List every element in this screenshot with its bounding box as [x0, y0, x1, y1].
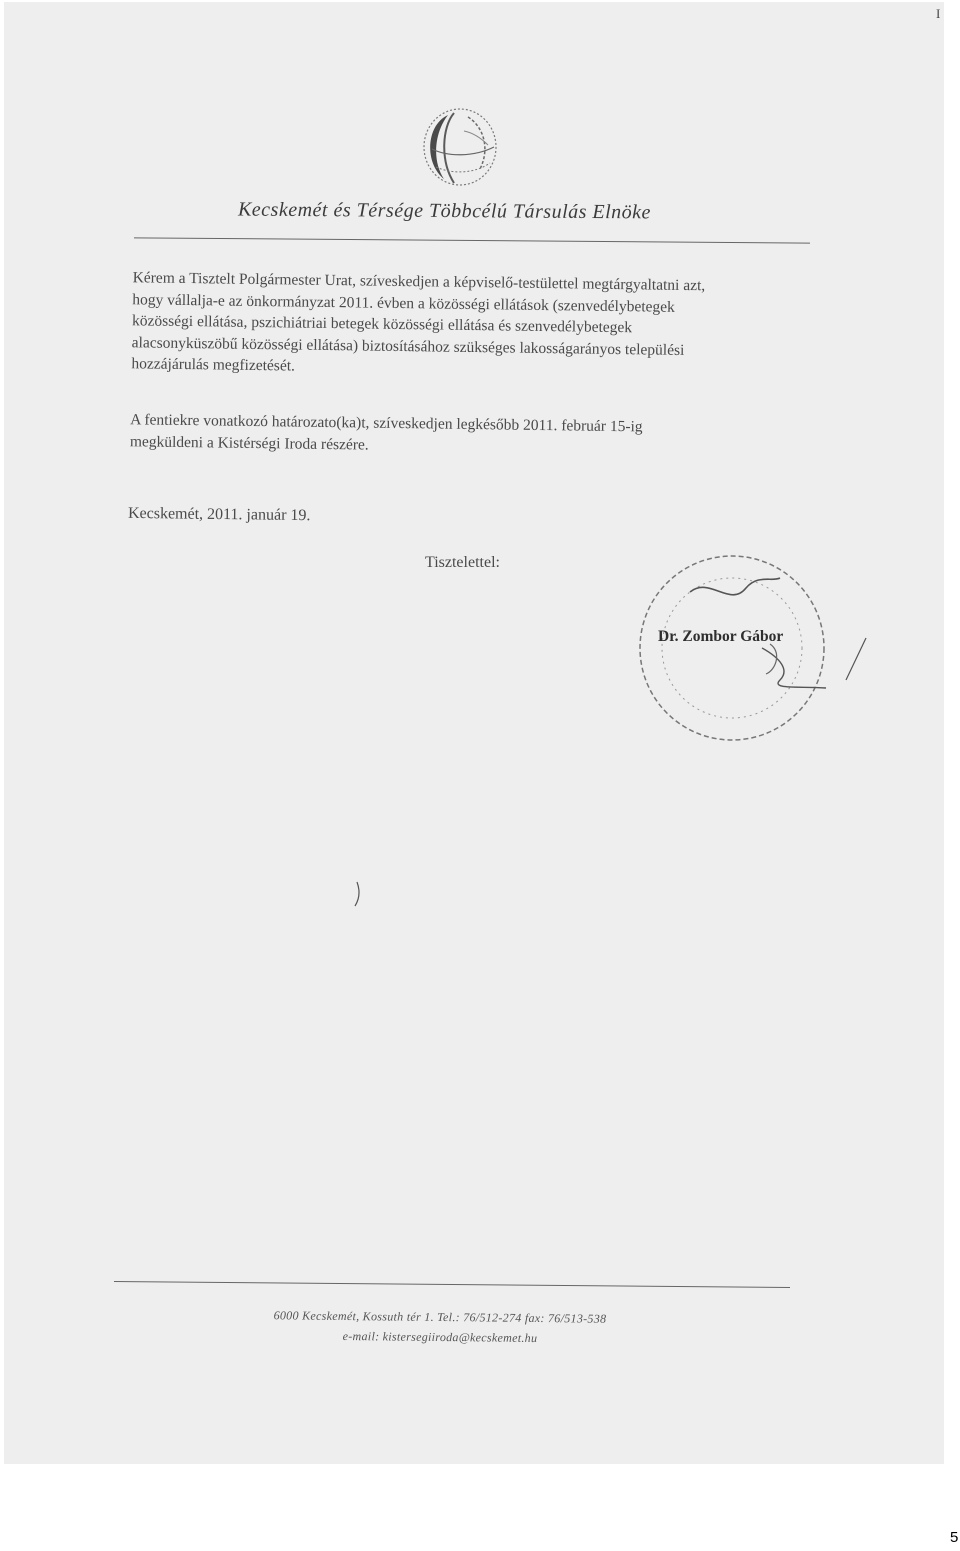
- corner-mark: I: [936, 6, 941, 21]
- request-line: alacsonyküszöbű közösségi ellátása) biztosításához szükséges lakosságarányos települési: [131, 334, 685, 359]
- deadline-line: megküldeni a Kistérségi Iroda részére.: [129, 432, 369, 454]
- request-line: Kérem a Tisztelt Polgármester Urat, szíveskedjen a képviselő-testülettel megtárgyaltatni azt,: [132, 269, 706, 295]
- margin-mark: [840, 634, 870, 684]
- page-number: 5: [950, 1529, 959, 1546]
- request-line: hogy vállalja-e az önkormányzat 2011. évben a közösségi ellátások (szenvedélybetegek: [132, 290, 675, 316]
- official-stamp: [630, 548, 835, 748]
- pen-mark: [350, 880, 364, 910]
- request-line: hozzájárulás megfizetését.: [131, 355, 296, 375]
- request-paragraph: [131, 267, 812, 384]
- footer-email: e-mail: kistersegiiroda@kecskemet.hu: [342, 1328, 538, 1346]
- organization-header: Kecskemét és Térsége Többcélú Társulás Elnöke: [237, 198, 652, 224]
- deadline-line: A fentiekre vonatkozó határozato(ka)t, szíveskedjen legkésőbb 2011. február 15-ig: [130, 411, 643, 436]
- request-line: közösségi ellátása, pszichiátriai betegek közösségi ellátása és szenvedélybetegek: [131, 312, 633, 337]
- signatory-name: Dr. Zombor Gábor: [658, 628, 784, 645]
- footer-address: 6000 Kecskemét, Kossuth tér 1. Tel.: 76/512-274 fax: 76/513-538: [273, 1308, 607, 1326]
- closing-greeting: Tisztelettel:: [425, 554, 500, 571]
- globe-logo: [418, 105, 502, 193]
- letter-date: Kecskemét, 2011. január 19.: [127, 504, 311, 525]
